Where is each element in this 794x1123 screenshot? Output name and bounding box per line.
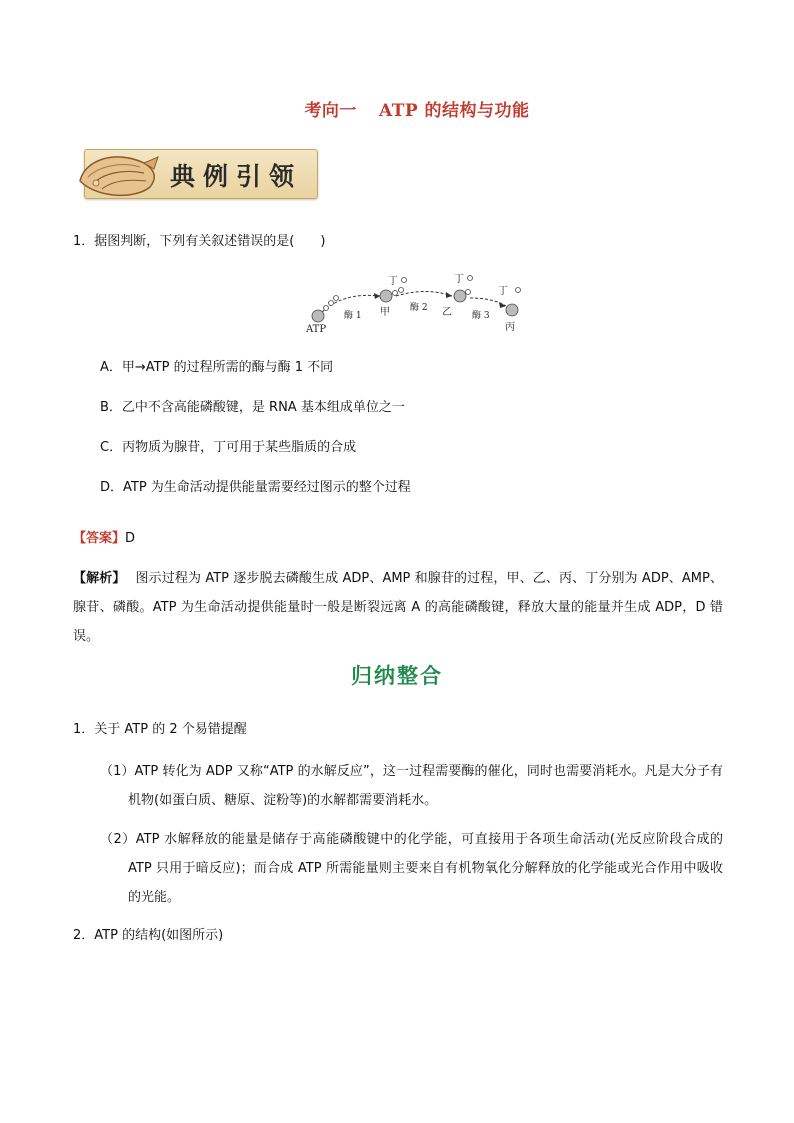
summary-point-2 (100, 825, 723, 912)
label-ding-1: 丁 (388, 276, 398, 287)
label-ding-3: 丁 (498, 286, 508, 297)
summary-point-1-text: （1）ATP 转化为 ADP 又称“ATP 的水解反应”，这一过程需要酶的催化，同时也需要消耗水。凡是大分子有机物(如蛋白质、糖原、淀粉等)的水解都需要消耗水。 (100, 764, 723, 808)
title-part1: 考向一 (304, 101, 357, 121)
conch-shell-icon (74, 143, 164, 203)
analysis-text: 图示过程为 ATP 逐步脱去磷酸生成 ADP、AMP 和腺苷的过程，甲、乙、丙、丁分别为 ADP、AMP、腺苷、磷酸。ATP 为生命活动提供能量时一般是断裂远离 A 的高能磷酸键，释放大量的能量并生成 ADP，D 错误。 (73, 571, 723, 644)
label-bing: 丙 (505, 322, 515, 333)
node-yi (454, 290, 466, 302)
atp-node (312, 310, 324, 322)
label-ding-2: 丁 (454, 274, 464, 285)
summary-point-2-text: （2）ATP 水解释放的能量是储存于高能磷酸键中的化学能，可直接用于各项生命活动(光反应阶段合成的 ATP 只用于暗反应)；而合成 ATP 所需能量则主要来自有机物氧化分解释放的化学能或光合作用中吸收的光能。 (100, 832, 723, 905)
analysis-paragraph (73, 564, 723, 651)
summary-item-2: 2．ATP 的结构(如图所示) (73, 928, 224, 943)
answer-tag: 【答案】 (73, 531, 126, 546)
label-enzyme-3: 酶 3 (472, 311, 490, 321)
question-stem: 1．据图判断，下列有关叙述错误的是( ) (73, 234, 326, 249)
answer-line (73, 527, 135, 546)
answer-value: D (125, 531, 136, 546)
section-heading: 归纳整合 (351, 664, 443, 688)
banner-label: 典例引领 (170, 162, 303, 191)
option-c: C．丙物质为腺苷，丁可用于某些脂质的合成 (100, 440, 357, 455)
option-d: D．ATP 为生命活动提供能量需要经过图示的整个过程 (100, 480, 411, 495)
analysis-tag: 【解析】 (73, 571, 126, 586)
node-jia (380, 290, 392, 302)
page-title (0, 96, 794, 121)
label-enzyme-1: 酶 1 (344, 311, 362, 321)
label-jia: 甲 (380, 307, 390, 318)
label-yi: 乙 (442, 307, 452, 318)
label-enzyme-2: 酶 2 (410, 303, 428, 313)
example-banner (74, 143, 318, 203)
title-part2: ATP 的结构与功能 (378, 101, 530, 121)
summary-point-1 (100, 757, 723, 815)
summary-item-1: 1．关于 ATP 的 2 个易错提醒 (73, 722, 247, 737)
option-a: A．甲→ATP 的过程所需的酶与酶 1 不同 (100, 360, 334, 375)
option-b: B．乙中不含高能磷酸键，是 RNA 基本组成单位之一 (100, 400, 405, 415)
node-bing (506, 304, 518, 316)
arrow-2 (396, 292, 452, 297)
label-atp: ATP (306, 324, 327, 335)
atp-hydrolysis-diagram (300, 266, 530, 336)
